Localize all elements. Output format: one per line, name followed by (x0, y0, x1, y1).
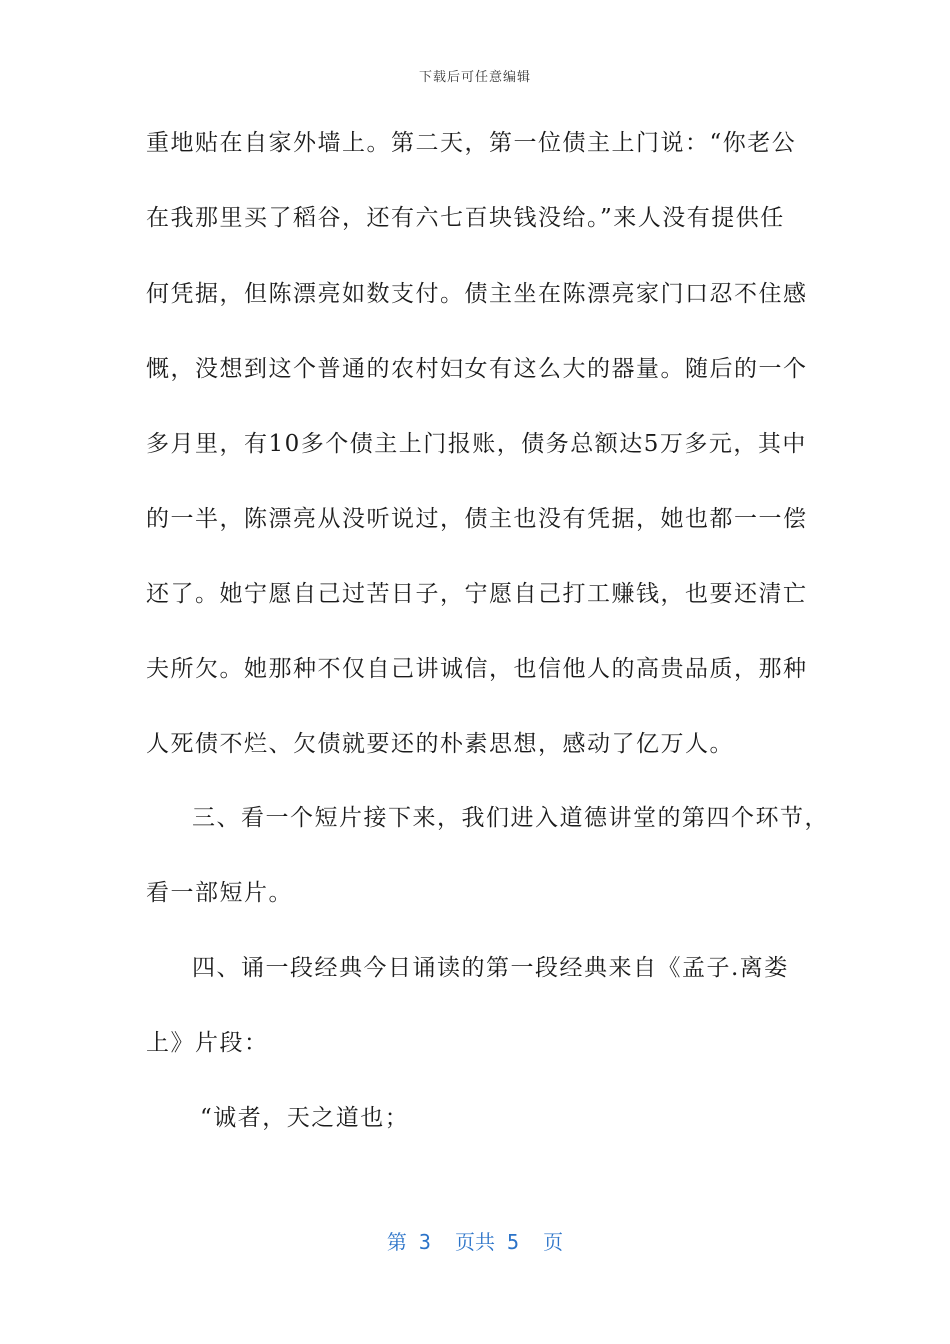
body-line: 在我那里买了稻谷，还有六七百块钱没给。”来人没有提供任 (146, 205, 785, 231)
body-line: 上》片段： (146, 1030, 269, 1056)
body-line: 看一部短片。 (146, 880, 293, 906)
body-line: 人死债不烂、欠债就要还的朴素思想，感动了亿万人。 (146, 731, 734, 757)
quote-line: “诚者，天之道也； (200, 1105, 410, 1131)
body-line: 慨，没想到这个普通的农村妇女有这么大的器量。随后的一个 (146, 356, 808, 382)
section-heading-3: 三、看一个短片接下来，我们进入道德讲堂的第四个环节， (192, 805, 829, 831)
page-number-footer: 第 3 页共 5 页 (386, 1230, 564, 1254)
body-line: 夫所欠。她那种不仅自己讲诚信，也信他人的高贵品质，那种 (146, 656, 808, 682)
body-line: 何凭据，但陈漂亮如数支付。债主坐在陈漂亮家门口忍不住感 (146, 281, 808, 307)
page-header: 下载后可任意编辑 (418, 70, 531, 85)
body-line: 多月里，有10多个债主上门报账，债务总额达5万多元，其中 (146, 431, 807, 457)
body-line: 重地贴在自家外墙上。第二天，第一位债主上门说：“你老公 (146, 130, 797, 156)
body-line: 还了。她宁愿自己过苦日子，宁愿自己打工赚钱，也要还清亡 (146, 581, 808, 607)
body-line: 的一半，陈漂亮从没听说过，债主也没有凭据，她也都一一偿 (146, 506, 808, 532)
section-heading-4: 四、诵一段经典今日诵读的第一段经典来自《孟子.离娄 (192, 955, 789, 981)
